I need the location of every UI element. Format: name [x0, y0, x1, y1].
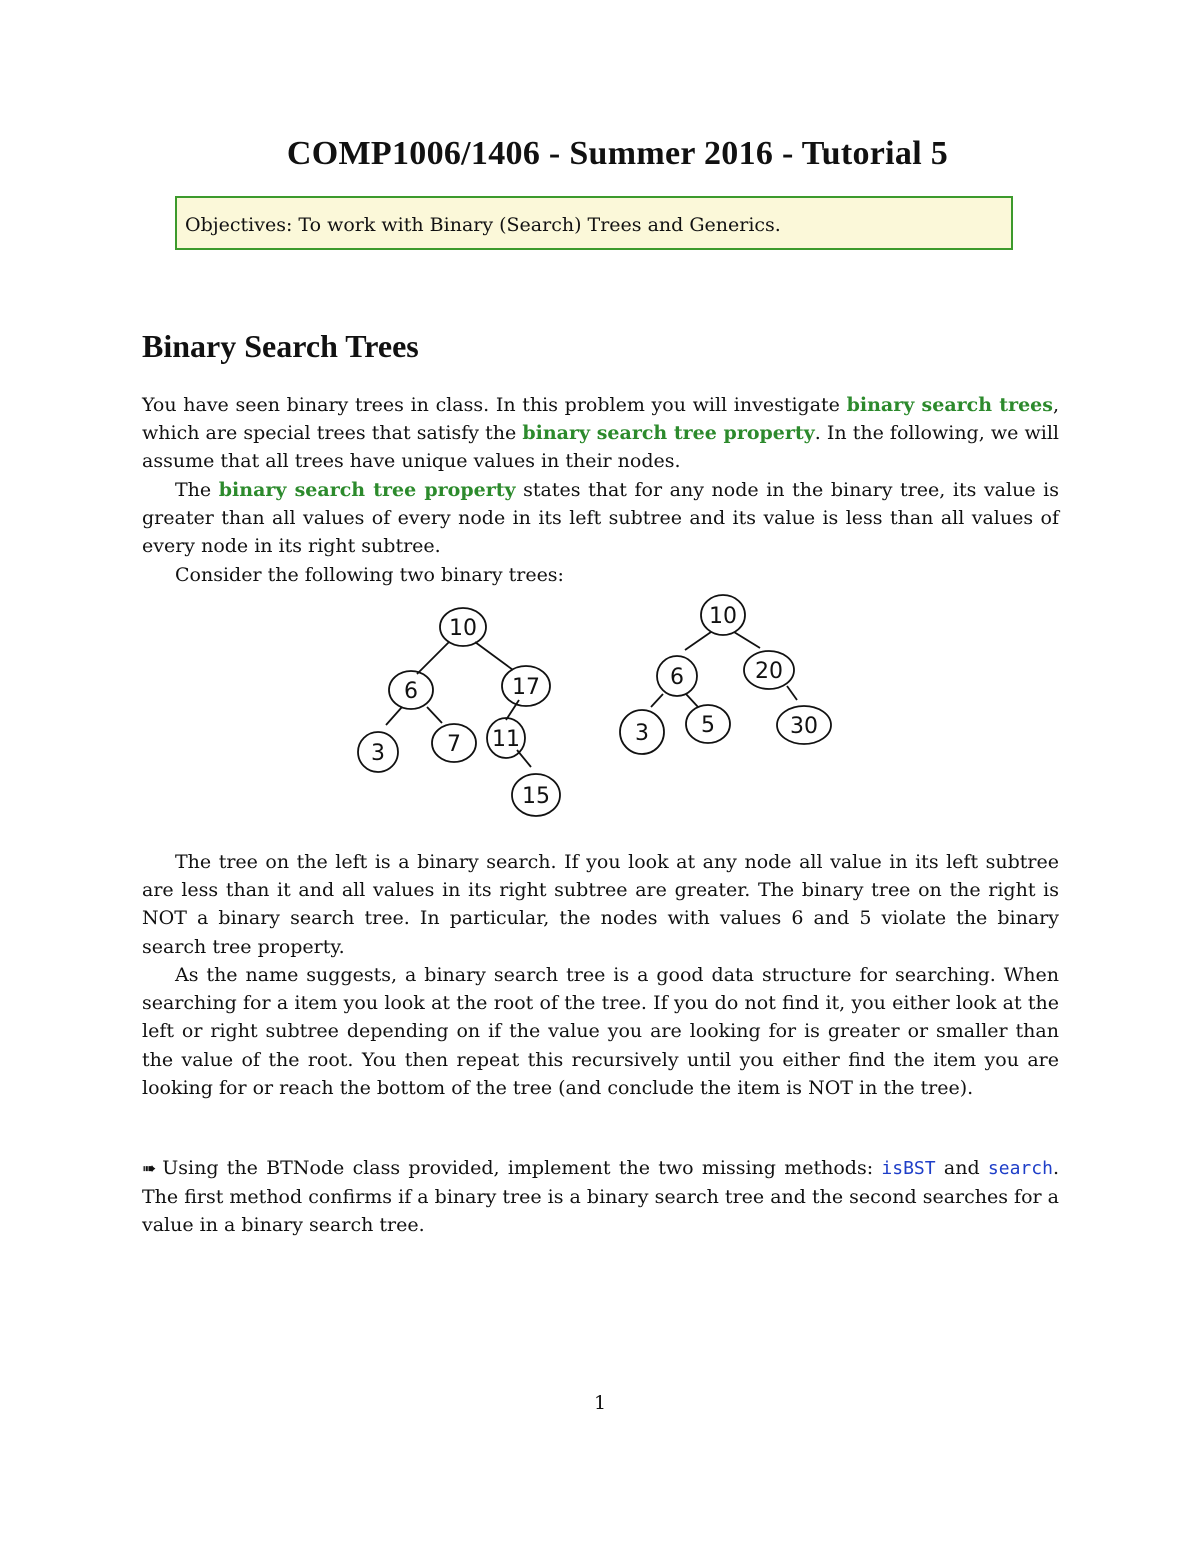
right-label-6: 6	[670, 665, 684, 690]
property-paragraph	[142, 476, 1059, 561]
page-number: 1	[593, 1392, 607, 1414]
left-label-15: 15	[522, 784, 550, 809]
left-label-17: 17	[512, 675, 540, 700]
left-label-10: 10	[449, 616, 477, 641]
section-heading: Binary Search Trees	[142, 328, 419, 364]
left-label-6: 6	[404, 679, 418, 704]
task-text-a: Using the BTNode class provided, implement the two missing methods:	[162, 1157, 882, 1179]
binary-trees-figure	[340, 590, 850, 830]
task-text-b: . The first method confirms if a binary tree is a binary search tree and the second searches for a value in a binary search tree.	[142, 1157, 1059, 1237]
left-label-3: 3	[371, 741, 385, 766]
term-bst-property: binary search tree property	[522, 422, 815, 445]
right-label-10: 10	[709, 604, 737, 629]
intro-text-b: , which are special trees that satisfy the	[142, 394, 1060, 445]
property-text-b: states that for any node in the binary tree, its value is greater than all values of every node in its left subtree and its value is less than all values of every node in its right subtree.	[142, 479, 1059, 558]
explanation-paragraph: The tree on the left is a binary search. If you look at any node all value in its left subtree are less than it and all values in its right subtree are greater. The binary tree on the right is NOT a binary search tree. In particular, the nodes with values 6 and 5 violate the binary search tree property.	[142, 851, 1059, 958]
left-label-11: 11	[492, 727, 520, 752]
method-search: search	[987, 1158, 1053, 1179]
task-text-and: and	[935, 1157, 988, 1179]
right-label-30: 30	[790, 714, 818, 739]
right-label-20: 20	[755, 659, 783, 684]
term-binary-search-trees: binary search trees	[846, 394, 1053, 416]
tree-node-labels	[371, 604, 818, 809]
consider-paragraph: Consider the following two binary trees:	[175, 564, 564, 586]
property-text-a: The	[175, 479, 219, 501]
term-bst-property-2: binary search tree property	[218, 479, 516, 501]
right-arrow-icon: ➠	[142, 1159, 157, 1179]
intro-text-c: . In the following, we will assume that all trees have unique values in their nodes.	[142, 422, 1059, 473]
left-label-7: 7	[447, 732, 461, 757]
right-label-3: 3	[635, 721, 649, 746]
method-isbst: isBST	[881, 1158, 936, 1179]
task-paragraph	[142, 1154, 1059, 1240]
searching-paragraph: As the name suggests, a binary search tree is a good data structure for searching. When searching for a item you look at the root of the tree. If you do not find it, you either look at the left or right subtree depending on if the value you are looking for is greater or smaller than the value of the root. You then repeat this recursively until you either find the item you are looking for or reach the bottom of the tree (and conclude the item is NOT in the tree).	[142, 964, 1059, 1099]
page-title: COMP1006/1406 - Summer 2016 - Tutorial 5	[286, 135, 949, 172]
objectives-box	[175, 196, 1013, 250]
intro-text-a: You have seen binary trees in class. In this problem you will investigate	[142, 394, 847, 416]
objectives-text: Objectives: To work with Binary (Search) Trees and Generics.	[185, 214, 781, 236]
intro-paragraph	[142, 391, 1059, 476]
right-label-5: 5	[701, 713, 715, 738]
